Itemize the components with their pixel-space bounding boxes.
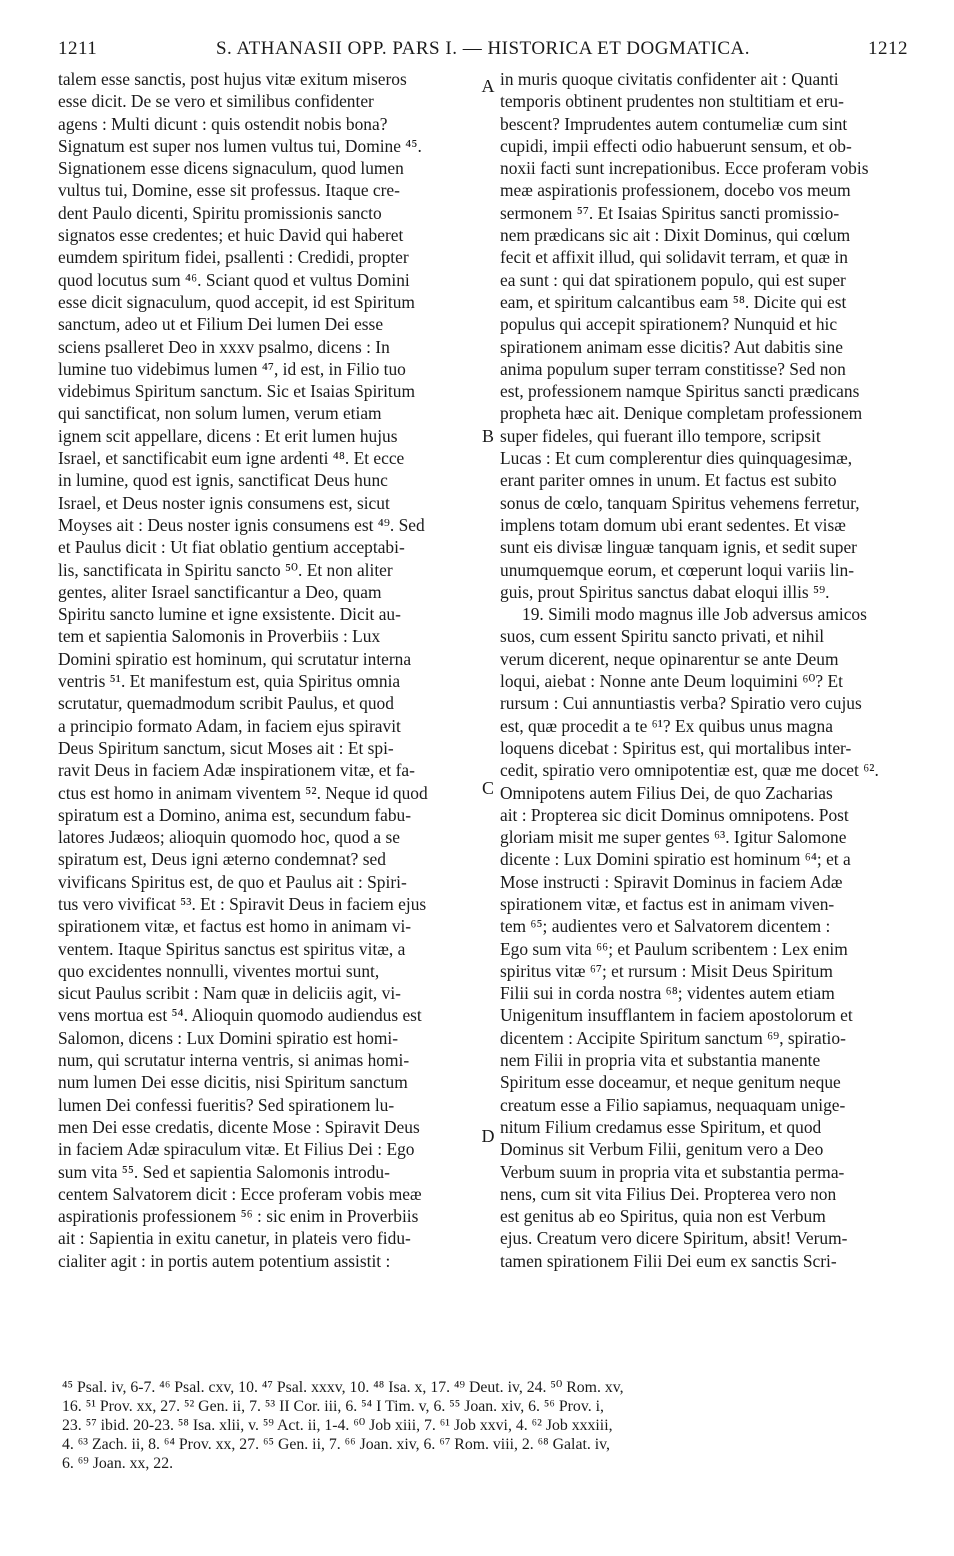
text-line: in lumine, quod est ignis, sanctificat Deus hunc: [58, 470, 388, 491]
text-line: Domini spiratio est hominum, qui scrutatur interna: [58, 648, 412, 669]
text-line: Verbum suum in propria vita et substantia perma-: [500, 1161, 845, 1182]
text-line: qui sanctificat, non solum lumen, verum etiam: [58, 403, 382, 424]
text-line: Spiritum esse doceamur, et neque genitum neque: [500, 1072, 841, 1093]
running-title: S. ATHANASII OPP. PARS I. — HISTORICA ET DOGMATICA.: [215, 38, 751, 59]
text-line: vivificans Spiritus est, de quo et Paulus ait : Spiri-: [58, 871, 407, 892]
text-line: dent Paulo dicenti, Spiritu promissionis sancto: [58, 202, 382, 223]
text-line: sermonem ⁵⁷. Et Isaias Spiritus sancti promissio-: [500, 202, 840, 223]
text-line: est, professionem namque Spiritus sancti prædicans: [500, 381, 860, 402]
text-line: scrutatur, quemadmodum scribit Paulus, et quod: [58, 693, 394, 714]
text-line: lumen Dei confessi fueritis? Sed spirationem lu-: [58, 1094, 395, 1115]
text-line: est, quæ procedit a te ⁶¹? Ex quibus unus magna: [500, 715, 833, 736]
text-line: agens : Multi dicunt : quis ostendit nobis bona?: [58, 113, 388, 134]
text-line: spirationem vitæ, et factus est homo in animam vi-: [58, 916, 412, 937]
text-line: spirationem animam esse dicitis? Aut dabitis sine: [500, 336, 843, 357]
text-line: tamen spirationem Filii Dei eum ex sanctis Scri-: [500, 1250, 837, 1271]
page-number-right: 1212: [868, 38, 908, 59]
text-line: sicut Paulus scribit : Nam quæ in deliciis agit, vi-: [58, 983, 401, 1004]
text-line: erant pariter omnes in unum. Et factus est subito: [500, 470, 837, 491]
text-line: guis, prout Spiritus sanctus dabat eloqui illis ⁵⁹.: [500, 581, 830, 602]
text-line: verum dicerent, neque opinarentur se ante Deum: [500, 648, 839, 669]
text-line: bescent? Imprudentes autem contumeliæ cum sint: [500, 113, 848, 134]
text-line: esse dicit. De se vero et similibus confidenter: [58, 91, 374, 112]
text-line: sanctum, adeo ut et Filium Dei lumen Dei esse: [58, 314, 384, 335]
text-line: nem Filii in propria vita et substantia manente: [500, 1050, 821, 1071]
text-line: ventris ⁵¹. Et manifestum est, quia Spiritus omnia: [58, 671, 401, 692]
text-line: latores Judæos; alioquin quomodo hoc, quod a se: [58, 827, 400, 848]
text-line: sunt eis divisæ linguæ tanquam ignis, et sedit super: [500, 537, 857, 558]
text-line: suos, cum essent Spiritu sancto privati, et nihil: [500, 626, 825, 647]
text-line: sciens psalleret Deo in xxxv psalmo, dicens : In: [58, 336, 390, 357]
footnote-line: 4. ⁶³ Zach. ii, 8. ⁶⁴ Prov. xx, 27. ⁶⁵ Gen. ii, 7. ⁶⁶ Joan. xiv, 6. ⁶⁷ Rom. viii, 2. ⁶⁸ Galat. iv,: [62, 1436, 610, 1453]
margin-letter-d: D: [481, 1126, 495, 1146]
text-line: est genitus ab eo Spiritus, quia non est Verbum: [500, 1206, 826, 1227]
text-line: dicente : Lux Domini spiratio est hominum ⁶⁴; et a: [500, 849, 851, 870]
text-line: nem prædicans sic ait : Dixit Dominus, qui cœlum: [500, 225, 851, 246]
text-line: spirationem vitæ, et factus est in animam viven-: [500, 893, 835, 914]
text-line: Deus Spiritum sanctum, sicut Moses ait : Et spi-: [58, 737, 394, 758]
text-line: Spiritu sancto lumine et igne exsistente. Dicit au-: [58, 604, 401, 625]
text-line: loqui, aiebat : Nonne ante Deum loquimini ⁶⁰? Et: [500, 671, 843, 692]
text-line: Moyses ait : Deus noster ignis consumens est ⁴⁹. Sed: [58, 514, 425, 535]
text-line: signatos esse credentes; et huic David qui haberet: [58, 225, 404, 246]
text-line: 19. Simili modo magnus ille Job adversus amicos: [522, 604, 867, 625]
text-line: lumine tuo videbimus lumen ⁴⁷, id est, in Filio tuo: [58, 358, 406, 379]
text-line: vens mortua est ⁵⁴. Alioquin quomodo audiendus est: [58, 1005, 422, 1026]
margin-letter-b: B: [481, 426, 494, 446]
text-line: unumquemque eorum, et cœperunt loqui variis lin-: [500, 559, 855, 580]
text-line: tus vero vivificat ⁵³. Et : Spiravit Deus in faciem ejus: [58, 893, 427, 914]
footnote-line: 23. ⁵⁷ ibid. 20-23. ⁵⁸ Isa. xlii, v. ⁵⁹ Act. ii, 1-4. ⁶⁰ Job xiii, 7. ⁶¹ Job xxvi, 4. ⁶² Job xxxiii,: [62, 1417, 613, 1434]
text-line: Omnipotens autem Filius Dei, de quo Zacharias: [500, 782, 833, 803]
footnotes: [62, 1378, 908, 1473]
text-line: in muris quoque civitatis confidenter ait : Quanti: [500, 69, 839, 89]
text-line: super fideles, qui fuerant illo tempore, scripsit: [500, 425, 821, 446]
text-line: a principio formato Adam, in faciem ejus spiravit: [58, 715, 401, 736]
text-line: implens totam domum ubi erant sedentes. Et visæ: [500, 514, 846, 535]
right-column: [500, 68, 908, 1272]
text-line: Lucas : Et cum complerentur dies quinquagesimæ,: [500, 448, 853, 469]
text-line: meæ aspirationis professionem, docebo vos meum: [500, 180, 851, 201]
text-line: temporis obtinent prudentes non stultitiam et eru-: [500, 91, 844, 112]
text-line: Ego sum vita ⁶⁶; et Paulum scribentem : Lex enim: [500, 938, 848, 959]
footnote-line: 16. ⁵¹ Prov. xx, 27. ⁵² Gen. ii, 7. ⁵³ II Cor. iii, 6. ⁵⁴ I Tim. v, 6. ⁵⁵ Joan. xiv, 6. ⁵⁶ Prov. i,: [62, 1398, 604, 1415]
text-line: creatum esse a Filio sapiamus, nequaquam unige-: [500, 1094, 846, 1115]
text-line: vultus tui, Domine, esse sit professus. Itaque cre-: [58, 180, 400, 201]
text-line: gloriam misit me super gentes ⁶³. Igitur Salomone: [500, 827, 847, 848]
text-line: men Dei esse credatis, dicente Mose : Spiravit Deus: [58, 1116, 420, 1137]
text-line: eam, et spiritum calcantibus eam ⁵⁸. Dicite qui est: [500, 291, 847, 312]
text-line: ejus. Creatum vero dicere Spiritum, absit! Verum-: [500, 1228, 848, 1249]
text-line: populus qui accepit spirationem? Nunquid et hic: [500, 314, 838, 335]
left-column: [58, 68, 472, 1272]
text-line: ravit Deus in faciem Adæ inspirationem vitæ, et fa-: [58, 760, 415, 781]
text-line: tem ⁶⁵; audientes vero et Salvatorem dicentem :: [500, 916, 831, 937]
page-header: [58, 38, 908, 68]
text-line: cedit, spiratio vero omnipotentiæ est, quæ me docet ⁶².: [500, 760, 879, 781]
text-line: nens, cum sit vita Filius Dei. Propterea vero non: [500, 1183, 837, 1204]
page-number-left: 1211: [58, 38, 98, 59]
margin-letter-a: A: [481, 76, 495, 96]
text-line: ait : Sapientia in exitu canetur, in plateis vero fidu-: [58, 1228, 411, 1249]
text-line: spiratum est, Deus igni æterno condemnat? sed: [58, 849, 386, 870]
text-line: cupidi, impii effecti odio habuerunt sensum, et ob-: [500, 135, 852, 156]
text-line: Israel, et sanctificabit eum igne ardenti ⁴⁸. Et ecce: [58, 448, 405, 469]
text-line: Signatum est super nos lumen vultus tui, Domine ⁴⁵.: [58, 135, 422, 156]
text-line: nitum Filium credamus esse Spiritum, et quod: [500, 1116, 822, 1137]
text-line: rursum : Cui annuntiastis verba? Spiratio vero cujus: [500, 693, 862, 714]
text-line: gentes, aliter Israel sanctificantur a Deo, quam: [58, 581, 382, 602]
text-line: loquens dicebat : Spiritus est, qui mortalibus inter-: [500, 737, 852, 758]
text-line: esse dicit signaculum, quod accepit, id est Spiritum: [58, 291, 415, 312]
text-line: in faciem Adæ spiraculum vitæ. Et Filius Dei : Ego: [58, 1139, 415, 1160]
text-line: Filii sui in corda nostra ⁶⁸; videntes autem etiam: [500, 983, 835, 1004]
text-line: sonus de cœlo, tanquam Spiritus vehemens ferretur,: [500, 492, 860, 513]
text-line: quo excidentes nonnulli, viventes mortui sunt,: [58, 960, 380, 981]
text-line: Israel, et Deus noster ignis consumens est, sicut: [58, 492, 390, 513]
text-line: aspirationis professionem ⁵⁶ : sic enim in Proverbiis: [58, 1206, 419, 1227]
text-line: anima populum super terram constitisse? Sed non: [500, 358, 846, 379]
text-line: eumdem spiritum fidei, psallenti : Credidi, propter: [58, 247, 409, 268]
text-line: ventem. Itaque Spiritus sanctus est spiritus vitæ, a: [58, 938, 406, 959]
text-line: ea sunt : qui dat spirationem populo, qui est super: [500, 269, 846, 290]
text-line: spiratum est a Domino, anima est, secundum fabu-: [58, 804, 412, 825]
text-line: tem et sapientia Salomonis in Proverbiis : Lux: [58, 626, 381, 647]
text-line: noxii facti sunt increpationibus. Ecce proferam vobis: [500, 158, 869, 179]
text-line: Dominus sit Verbum Filii, genitum vero a Deo: [500, 1139, 824, 1160]
text-line: Unigenitum insufflantem in faciem apostolorum et: [500, 1005, 853, 1026]
text-line: Salomon, dicens : Lux Domini spiratio est homi-: [58, 1027, 399, 1048]
text-line: centem Salvatorem dicit : Ecce proferam vobis meæ: [58, 1183, 422, 1204]
text-line: Signationem esse dicens signaculum, quod lumen: [58, 158, 404, 179]
text-line: videbimus Spiritum sanctum. Sic et Isaias Spiritum: [58, 381, 415, 402]
text-line: lis, sanctificata in Spiritu sancto ⁵⁰. Et non aliter: [58, 559, 393, 580]
text-line: et Paulus dicit : Ut fiat oblatio gentium acceptabi-: [58, 537, 405, 558]
text-line: dicentem : Accipite Spiritum sanctum ⁶⁹, spiratio-: [500, 1027, 846, 1048]
text-line: cialiter agit : in portis autem potentium assistit :: [58, 1250, 391, 1271]
text-line: ctus est homo in animam viventem ⁵². Neque id quod: [58, 782, 428, 803]
text-line: talem esse sanctis, post hujus vitæ exitum miseros: [58, 69, 407, 89]
text-line: ait : Propterea sic dicit Dominus omnipotens. Post: [500, 804, 849, 825]
margin-letter-c: C: [481, 778, 494, 798]
footnote-line: ⁴⁵ Psal. iv, 6-7. ⁴⁶ Psal. cxv, 10. ⁴⁷ Psal. xxxv, 10. ⁴⁸ Isa. x, 17. ⁴⁹ Deut. iv, 24. ⁵⁰ Rom. xv,: [62, 1379, 624, 1396]
text-line: num, qui scrutatur interna ventris, si animas homi-: [58, 1050, 410, 1071]
text-line: spiritus vitæ ⁶⁷; et rursum : Misit Deus Spiritum: [500, 960, 833, 981]
text-line: propheta hæc ait. Denique completam professionem: [500, 403, 863, 424]
text-line: Mose instructi : Spiravit Dominus in faciem Adæ: [500, 871, 843, 892]
footnote-line: 6. ⁶⁹ Joan. xx, 22.: [62, 1455, 174, 1472]
text-line: quod locutus sum ⁴⁶. Sciant quod et vultus Domini: [58, 269, 410, 290]
text-line: sum vita ⁵⁵. Sed et sapientia Salomonis introdu-: [58, 1161, 390, 1182]
text-line: ignem scit appellare, dicens : Et erit lumen hujus: [58, 425, 398, 446]
text-line: fecit et affixit illud, qui solidavit terram, et quæ in: [500, 247, 848, 268]
text-line: num lumen Dei esse dicitis, nisi Spiritum sanctum: [58, 1072, 408, 1093]
